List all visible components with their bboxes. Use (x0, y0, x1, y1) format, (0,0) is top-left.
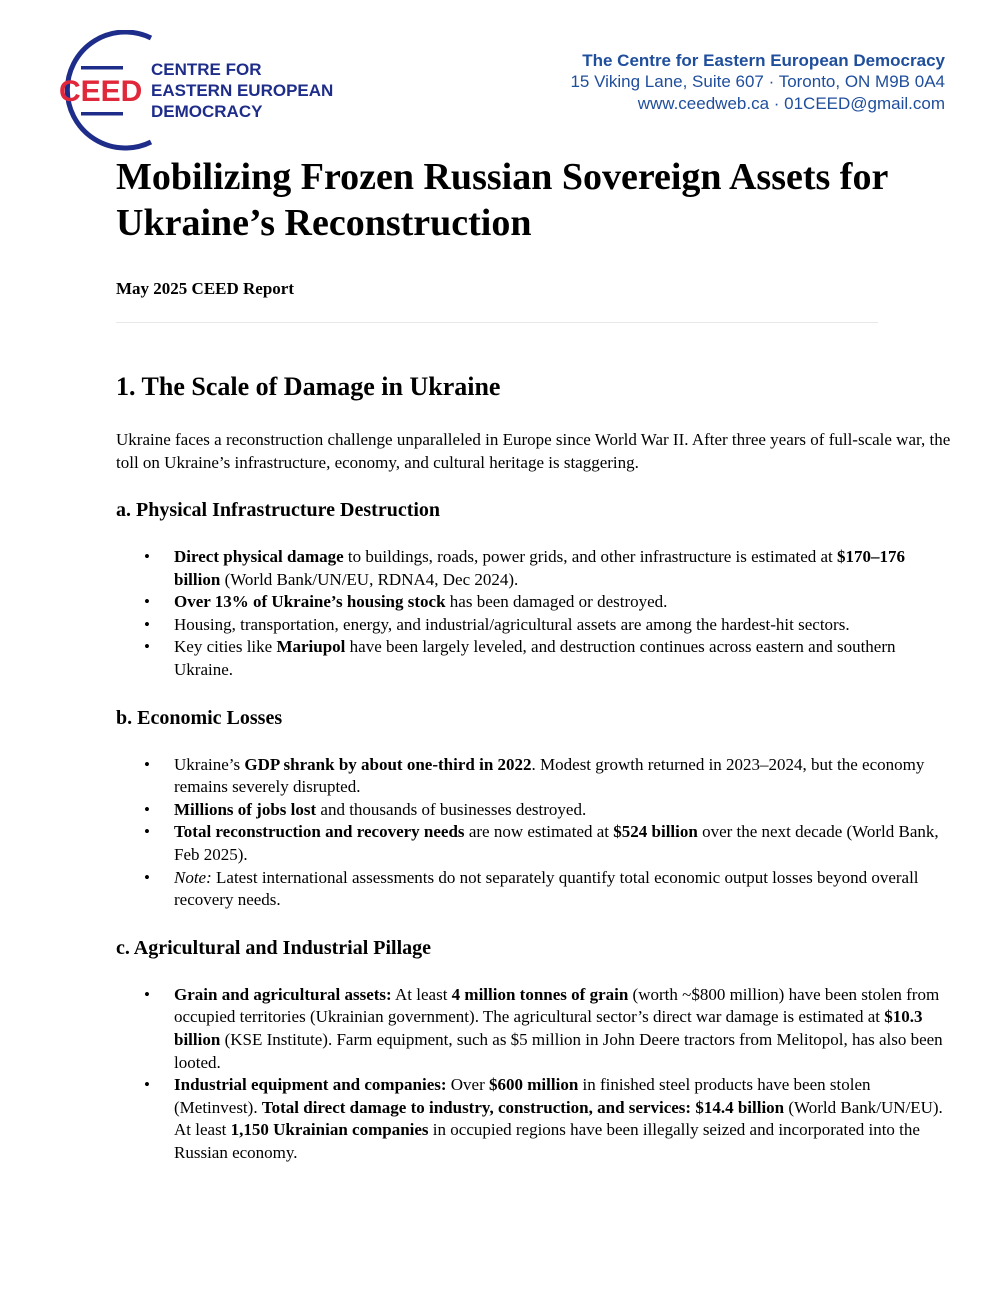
logo-line-3: DEMOCRACY (151, 102, 263, 121)
org-name: The Centre for Eastern European Democracy (582, 51, 945, 70)
list-item: • Direct physical damage to buildings, roads, power grids, and other infrastructure is estimated at $170–176 billion (World Bank/UN/EU, RDNA4, Dec 2024). (174, 546, 951, 591)
org-address: 15 Viking Lane, Suite 607 · Toronto, ON M9B 0A4 (570, 72, 945, 91)
subsection-heading-b: b. Economic Losses (116, 706, 283, 729)
list-item: • Key cities like Mariupol have been largely leveled, and destruction continues across eastern and southern Ukraine. (174, 636, 951, 681)
logo-line-2: EASTERN EUROPEAN (151, 81, 334, 100)
list-item: • Note: Latest international assessments do not separately quantify total economic output losses beyond overall recovery needs. (174, 867, 951, 912)
subsection-heading-c: c. Agricultural and Industrial Pillage (116, 936, 432, 959)
section-intro: Ukraine faces a reconstruction challenge unparalleled in Europe since World War II. After three years of full-scale war, the toll on Ukraine’s infrastructure, economy, and cultural heritage is staggering. (116, 430, 951, 472)
document-subtitle: May 2025 CEED Report (116, 279, 295, 298)
economic-losses-list (116, 754, 951, 912)
infrastructure-list (116, 546, 951, 682)
pillage-list (116, 984, 951, 1165)
divider (116, 322, 878, 323)
logo-acronym: CEED (59, 75, 143, 108)
list-item: • Industrial equipment and companies: Over $600 million in finished steel products have been stolen (Metinvest). Total direct damage to industry, construction, and services: $14.4 billion (World Bank/UN/EU). At least 1,150 Ukrainian companies in occupied regions have been illegally seized and incorporated into the Russian economy. (174, 1074, 951, 1164)
section-heading: 1. The Scale of Damage in Ukraine (116, 372, 501, 401)
ceed-logo (40, 30, 360, 152)
list-item: • Millions of jobs lost and thousands of businesses destroyed. (174, 799, 951, 822)
list-item: • Ukraine’s GDP shrank by about one-third in 2022. Modest growth returned in 2023–2024, but the economy remains severely disrupted. (174, 754, 951, 799)
logo-bar-bottom (81, 112, 123, 116)
list-item: • Grain and agricultural assets: At least 4 million tonnes of grain (worth ~$800 million) have been stolen from occupied territories (Ukrainian government). The agricultural sector’s direct war damage is estimated at $10.3 billion (KSE Institute). Farm equipment, such as $5 million in John Deere tractors from Melitopol, has also been looted. (174, 984, 951, 1074)
logo-line-1: CENTRE FOR (151, 60, 262, 79)
list-item: • Over 13% of Ukraine’s housing stock has been damaged or destroyed. (174, 591, 951, 614)
logo-bar-top (81, 66, 123, 70)
org-web-email[interactable]: www.ceedweb.ca · 01CEED@gmail.com (637, 94, 945, 113)
document-body (116, 154, 951, 1164)
list-item: • Housing, transportation, energy, and industrial/agricultural assets are among the hardest-hit sectors. (174, 614, 951, 637)
subsection-heading-a: a. Physical Infrastructure Destruction (116, 499, 441, 521)
document-title: Mobilizing Frozen Russian Sovereign Assets for Ukraine’s Reconstruction (116, 156, 888, 244)
contact-block (570, 50, 945, 115)
list-item: • Total reconstruction and recovery needs are now estimated at $524 billion over the next decade (World Bank, Feb 2025). (174, 821, 951, 866)
